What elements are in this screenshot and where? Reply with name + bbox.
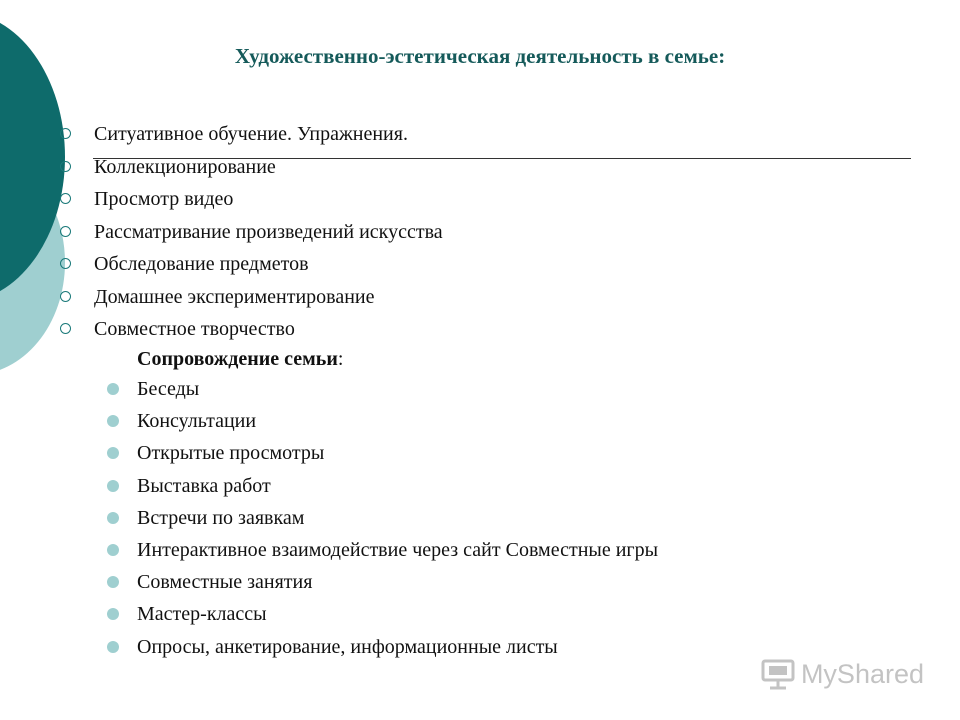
list-item: Выставка работ xyxy=(105,470,658,502)
dot-bullet-icon xyxy=(107,641,119,653)
activities-list xyxy=(58,118,443,346)
list-item: Интерактивное взаимодействие через сайт Совместные игры xyxy=(105,534,658,566)
list-item: Совместное творчество xyxy=(58,313,443,346)
watermark-text: MyShared xyxy=(800,658,924,689)
list-item: Обследование предметов xyxy=(58,248,443,281)
myshared-watermark xyxy=(761,656,924,692)
dot-bullet-icon xyxy=(107,544,119,556)
list-item: Мастер-классы xyxy=(105,598,658,630)
support-list xyxy=(105,373,658,663)
dot-bullet-icon xyxy=(107,447,119,459)
ring-bullet-icon xyxy=(60,291,71,302)
list-item: Просмотр видео xyxy=(58,183,443,216)
list-item: Домашнее экспериментирование xyxy=(58,281,443,314)
ring-bullet-icon xyxy=(60,323,71,334)
ring-bullet-icon xyxy=(60,193,71,204)
support-heading xyxy=(137,343,343,375)
dot-bullet-icon xyxy=(107,383,119,395)
dot-bullet-icon xyxy=(107,512,119,524)
list-item: Открытые просмотры xyxy=(105,437,658,469)
presentation-board-icon xyxy=(761,658,795,690)
ring-bullet-icon xyxy=(60,128,71,139)
list-item: Совместные занятия xyxy=(105,566,658,598)
dot-bullet-icon xyxy=(107,480,119,492)
support-heading-text: Сопровождение семьи xyxy=(137,348,338,370)
dot-bullet-icon xyxy=(107,608,119,620)
dot-bullet-icon xyxy=(107,576,119,588)
ring-bullet-icon xyxy=(60,161,71,172)
dot-bullet-icon xyxy=(107,415,119,427)
support-heading-colon: : xyxy=(337,348,344,370)
ring-bullet-icon xyxy=(60,226,71,237)
slide-title: Художественно-эстетическая деятельность в семье: xyxy=(234,44,726,68)
list-item: Коллекционирование xyxy=(58,151,443,184)
list-item: Опросы, анкетирование, информационные листы xyxy=(105,631,658,663)
list-item: Рассматривание произведений искусства xyxy=(58,216,443,249)
list-item: Ситуативное обучение. Упражнения. xyxy=(58,118,443,151)
list-item: Консультации xyxy=(105,405,658,437)
ring-bullet-icon xyxy=(60,258,71,269)
list-item: Встречи по заявкам xyxy=(105,502,658,534)
list-item: Беседы xyxy=(105,373,658,405)
